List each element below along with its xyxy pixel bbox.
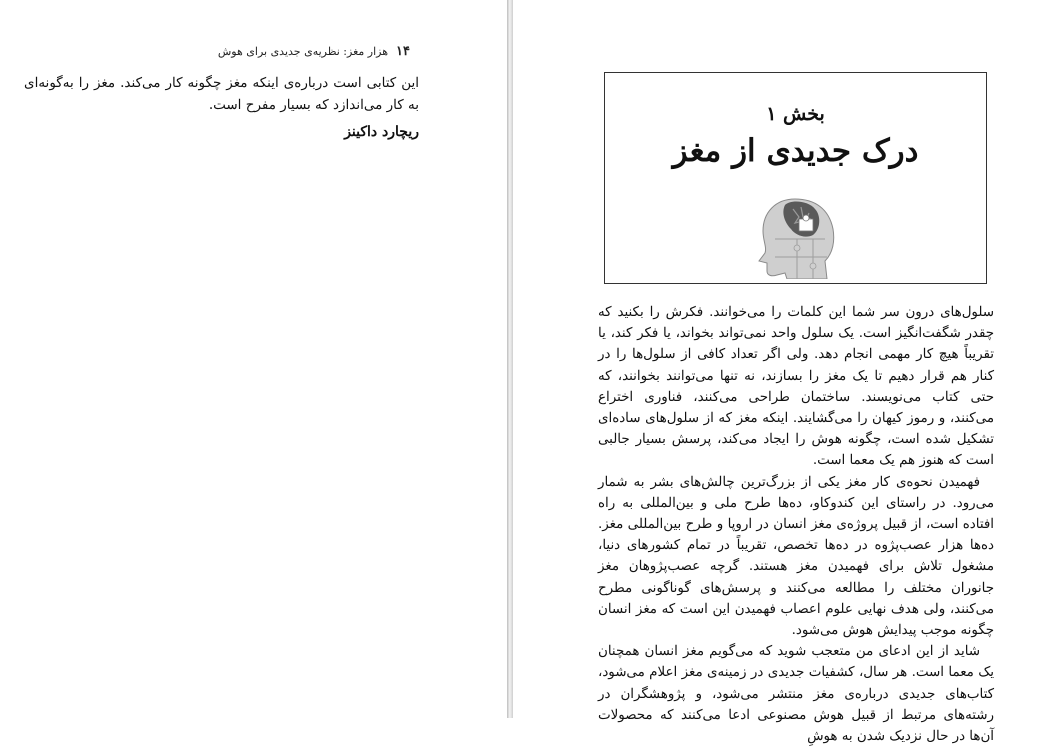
epigraph-text: این کتابی است درباره‌ی اینکه مغز چگونه کار می‌کند. مغز را به‌گونه‌ای به کار می‌اندازد که بسیار مفرح است. — [24, 75, 419, 113]
paragraph: سلول‌های درون سر شما این کلمات را می‌خوانند. فکرش را بکنید که چقدر شگفت‌انگیز است. یک سلول واحد نمی‌تواند بخواند، یا فکر کند، یا تقریباً هیچ کار مهمی انجام دهد. ولی اگر تعداد کافی از سلول‌ها را در کنار هم قرار دهیم تا یک مغز را بسازند، نه تنها می‌توانند بخوانند، که حتی کتاب می‌نویسند. ساختمان طراحی می‌کنند، فناوری اختراع می‌کنند، و رموز کیهان را می‌گشایند. اینکه مغز که از سلول‌های ساده‌ای تشکیل شده است، چگونه هوش را ایجاد می‌کند، پرسش بسیار جالبی است که هنوز هم یک معما است. — [598, 305, 994, 469]
epigraph — [24, 72, 419, 116]
left-page — [0, 0, 507, 718]
epigraph-author: ریچارد داکینز — [344, 124, 419, 140]
part-title: درک جدیدی از مغز — [672, 133, 919, 169]
running-head — [218, 44, 410, 59]
part-label: بخش ۱ — [766, 103, 825, 125]
part-title-box — [604, 72, 987, 284]
puzzle-head-icon — [755, 195, 837, 279]
running-head-title: هزار مغز: نظریه‌ی جدیدی برای هوش — [217, 45, 389, 58]
body-text — [598, 302, 994, 747]
page-number: ۱۴ — [396, 44, 410, 59]
paragraph: شاید از این ادعای من متعجب شوید که می‌گویم مغز انسان همچنان یک معما است. هر سال، کشفیات جدیدی در زمینه‌ی مغز اعلام می‌شود، کتاب‌های جدیدی درباره‌ی مغز منتشر می‌شود، و پژوهشگران در رشته‌های مرتبط از قبیل هوش مصنوعی ادعا می‌کنند که محصولات آن‌ها در حال نزدیک شدن به هوشِ — [598, 644, 994, 745]
paragraph: فهمیدن نحوه‌ی کار مغز یکی از بزرگ‌ترین چالش‌های بشر به شمار می‌رود. در راستای این کندوکاو، ده‌ها طرح ملی و بین‌المللی به راه افتاده است، از قبیل پروژه‌ی مغز انسان در اروپا و طرح بین‌المللی مغز. ده‌ها هزار عصب‌پژوه در ده‌ها تخصص، تقریباً در تمام کشورهای دنیا، مشغول تلاش برای فهمیدن مغز هستند. گرچه عصب‌پژوهان مغز جانوران مختلف را مطالعه می‌کنند و پرسش‌های گوناگونی مطرح می‌کنند، ولی هدف نهایی علوم اعصاب فهمیدن این است که مغز انسان چگونه موجب پیدایش هوش می‌شود. — [598, 474, 994, 639]
